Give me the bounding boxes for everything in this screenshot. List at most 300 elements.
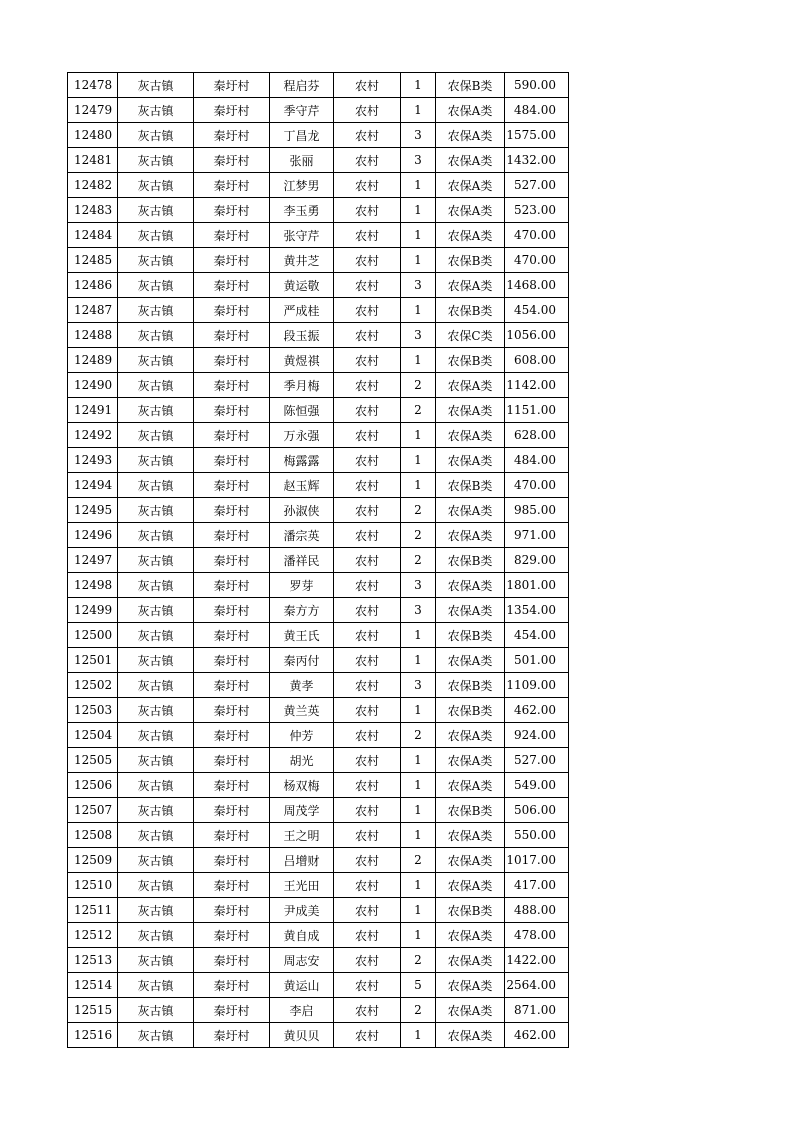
insurance-category-cell: 农保A类 (436, 648, 505, 673)
insurance-category-cell: 农保B类 (436, 298, 505, 323)
insurance-category-cell: 农保A类 (436, 448, 505, 473)
insurance-category-cell: 农保B类 (436, 248, 505, 273)
people-count-cell: 1 (401, 823, 436, 848)
area-type-cell: 农村 (334, 573, 401, 598)
town-cell: 灰古镇 (118, 523, 194, 548)
record-id-cell: 12484 (68, 223, 118, 248)
name-cell: 黄兰英 (270, 698, 334, 723)
area-type-cell: 农村 (334, 448, 401, 473)
record-id-cell: 12480 (68, 123, 118, 148)
town-cell: 灰古镇 (118, 698, 194, 723)
table-row (68, 498, 569, 523)
insurance-category-cell: 农保A类 (436, 998, 505, 1023)
amount-cell: 462.00 (505, 1023, 569, 1048)
town-cell: 灰古镇 (118, 773, 194, 798)
insurance-category-cell: 农保B类 (436, 623, 505, 648)
amount-cell: 1432.00 (505, 148, 569, 173)
insurance-category-cell: 农保A类 (436, 198, 505, 223)
amount-cell: 628.00 (505, 423, 569, 448)
name-cell: 严成桂 (270, 298, 334, 323)
area-type-cell: 农村 (334, 223, 401, 248)
table-row (68, 698, 569, 723)
table-row (68, 573, 569, 598)
insurance-category-cell: 农保A类 (436, 98, 505, 123)
name-cell: 孙淑侠 (270, 498, 334, 523)
area-type-cell: 农村 (334, 898, 401, 923)
insurance-category-cell: 农保B类 (436, 548, 505, 573)
amount-cell: 1109.00 (505, 673, 569, 698)
people-count-cell: 2 (401, 948, 436, 973)
table-row (68, 123, 569, 148)
town-cell: 灰古镇 (118, 873, 194, 898)
town-cell: 灰古镇 (118, 948, 194, 973)
amount-cell: 924.00 (505, 723, 569, 748)
area-type-cell: 农村 (334, 748, 401, 773)
table-row (68, 748, 569, 773)
amount-cell: 484.00 (505, 98, 569, 123)
table-row (68, 298, 569, 323)
town-cell: 灰古镇 (118, 548, 194, 573)
table-row (68, 548, 569, 573)
table-row (68, 473, 569, 498)
table-row (68, 673, 569, 698)
people-count-cell: 3 (401, 598, 436, 623)
amount-cell: 1575.00 (505, 123, 569, 148)
table-row (68, 523, 569, 548)
record-id-cell: 12512 (68, 923, 118, 948)
village-cell: 秦圩村 (194, 1023, 270, 1048)
town-cell: 灰古镇 (118, 348, 194, 373)
people-count-cell: 3 (401, 123, 436, 148)
village-cell: 秦圩村 (194, 723, 270, 748)
village-cell: 秦圩村 (194, 198, 270, 223)
town-cell: 灰古镇 (118, 673, 194, 698)
town-cell: 灰古镇 (118, 173, 194, 198)
name-cell: 江梦男 (270, 173, 334, 198)
people-count-cell: 1 (401, 348, 436, 373)
name-cell: 周志安 (270, 948, 334, 973)
name-cell: 张守芹 (270, 223, 334, 248)
amount-cell: 829.00 (505, 548, 569, 573)
amount-cell: 1422.00 (505, 948, 569, 973)
name-cell: 张丽 (270, 148, 334, 173)
village-cell: 秦圩村 (194, 473, 270, 498)
insurance-category-cell: 农保A类 (436, 748, 505, 773)
area-type-cell: 农村 (334, 1023, 401, 1048)
name-cell: 仲芳 (270, 723, 334, 748)
town-cell: 灰古镇 (118, 223, 194, 248)
town-cell: 灰古镇 (118, 398, 194, 423)
town-cell: 灰古镇 (118, 723, 194, 748)
amount-cell: 417.00 (505, 873, 569, 898)
town-cell: 灰古镇 (118, 823, 194, 848)
village-cell: 秦圩村 (194, 423, 270, 448)
village-cell: 秦圩村 (194, 573, 270, 598)
village-cell: 秦圩村 (194, 623, 270, 648)
village-cell: 秦圩村 (194, 948, 270, 973)
amount-cell: 506.00 (505, 798, 569, 823)
table-row (68, 923, 569, 948)
name-cell: 黄贝贝 (270, 1023, 334, 1048)
people-count-cell: 1 (401, 648, 436, 673)
town-cell: 灰古镇 (118, 198, 194, 223)
area-type-cell: 农村 (334, 973, 401, 998)
area-type-cell: 农村 (334, 623, 401, 648)
amount-cell: 871.00 (505, 998, 569, 1023)
people-count-cell: 1 (401, 198, 436, 223)
table-row (68, 73, 569, 98)
town-cell: 灰古镇 (118, 273, 194, 298)
area-type-cell: 农村 (334, 498, 401, 523)
area-type-cell: 农村 (334, 698, 401, 723)
amount-cell: 590.00 (505, 73, 569, 98)
insurance-category-cell: 农保A类 (436, 773, 505, 798)
area-type-cell: 农村 (334, 523, 401, 548)
people-count-cell: 1 (401, 923, 436, 948)
town-cell: 灰古镇 (118, 648, 194, 673)
table-row (68, 873, 569, 898)
record-id-cell: 12504 (68, 723, 118, 748)
amount-cell: 462.00 (505, 698, 569, 723)
village-cell: 秦圩村 (194, 748, 270, 773)
amount-cell: 550.00 (505, 823, 569, 848)
table-row (68, 623, 569, 648)
amount-cell: 1801.00 (505, 573, 569, 598)
table-row (68, 198, 569, 223)
people-count-cell: 3 (401, 273, 436, 298)
village-cell: 秦圩村 (194, 673, 270, 698)
amount-cell: 549.00 (505, 773, 569, 798)
area-type-cell: 农村 (334, 398, 401, 423)
record-id-cell: 12490 (68, 373, 118, 398)
insurance-category-cell: 农保A类 (436, 848, 505, 873)
insurance-category-cell: 农保B类 (436, 698, 505, 723)
insurance-category-cell: 农保C类 (436, 323, 505, 348)
town-cell: 灰古镇 (118, 923, 194, 948)
record-id-cell: 12516 (68, 1023, 118, 1048)
insurance-category-cell: 农保A类 (436, 948, 505, 973)
table-row (68, 948, 569, 973)
people-count-cell: 1 (401, 698, 436, 723)
data-table (67, 72, 569, 1048)
name-cell: 黄王氏 (270, 623, 334, 648)
area-type-cell: 农村 (334, 248, 401, 273)
record-id-cell: 12497 (68, 548, 118, 573)
table-row (68, 373, 569, 398)
insurance-category-cell: 农保A类 (436, 223, 505, 248)
people-count-cell: 3 (401, 573, 436, 598)
record-id-cell: 12514 (68, 973, 118, 998)
table-row (68, 223, 569, 248)
people-count-cell: 1 (401, 1023, 436, 1048)
table-row (68, 823, 569, 848)
table-body (68, 73, 569, 1048)
insurance-category-cell: 农保A类 (436, 923, 505, 948)
town-cell: 灰古镇 (118, 598, 194, 623)
people-count-cell: 1 (401, 748, 436, 773)
table-row (68, 598, 569, 623)
town-cell: 灰古镇 (118, 898, 194, 923)
amount-cell: 985.00 (505, 498, 569, 523)
people-count-cell: 1 (401, 873, 436, 898)
town-cell: 灰古镇 (118, 148, 194, 173)
area-type-cell: 农村 (334, 373, 401, 398)
people-count-cell: 1 (401, 473, 436, 498)
town-cell: 灰古镇 (118, 448, 194, 473)
village-cell: 秦圩村 (194, 223, 270, 248)
town-cell: 灰古镇 (118, 473, 194, 498)
record-id-cell: 12491 (68, 398, 118, 423)
table-row (68, 973, 569, 998)
table-row (68, 648, 569, 673)
people-count-cell: 2 (401, 548, 436, 573)
town-cell: 灰古镇 (118, 748, 194, 773)
area-type-cell: 农村 (334, 273, 401, 298)
amount-cell: 470.00 (505, 248, 569, 273)
table-row (68, 773, 569, 798)
table-row (68, 848, 569, 873)
town-cell: 灰古镇 (118, 848, 194, 873)
table-row (68, 898, 569, 923)
town-cell: 灰古镇 (118, 248, 194, 273)
name-cell: 尹成美 (270, 898, 334, 923)
name-cell: 赵玉辉 (270, 473, 334, 498)
area-type-cell: 农村 (334, 148, 401, 173)
record-id-cell: 12489 (68, 348, 118, 373)
table-row (68, 448, 569, 473)
table-row (68, 148, 569, 173)
village-cell: 秦圩村 (194, 998, 270, 1023)
village-cell: 秦圩村 (194, 598, 270, 623)
town-cell: 灰古镇 (118, 498, 194, 523)
name-cell: 李玉勇 (270, 198, 334, 223)
people-count-cell: 1 (401, 298, 436, 323)
record-id-cell: 12479 (68, 98, 118, 123)
table-row (68, 398, 569, 423)
people-count-cell: 1 (401, 248, 436, 273)
record-id-cell: 12493 (68, 448, 118, 473)
name-cell: 季守芹 (270, 98, 334, 123)
table-row (68, 323, 569, 348)
area-type-cell: 农村 (334, 473, 401, 498)
record-id-cell: 12502 (68, 673, 118, 698)
name-cell: 段玉振 (270, 323, 334, 348)
people-count-cell: 1 (401, 773, 436, 798)
people-count-cell: 1 (401, 798, 436, 823)
amount-cell: 1017.00 (505, 848, 569, 873)
village-cell: 秦圩村 (194, 773, 270, 798)
amount-cell: 971.00 (505, 523, 569, 548)
village-cell: 秦圩村 (194, 873, 270, 898)
people-count-cell: 5 (401, 973, 436, 998)
table-row (68, 98, 569, 123)
people-count-cell: 1 (401, 173, 436, 198)
record-id-cell: 12478 (68, 73, 118, 98)
area-type-cell: 农村 (334, 848, 401, 873)
insurance-category-cell: 农保A类 (436, 273, 505, 298)
insurance-category-cell: 农保A类 (436, 573, 505, 598)
insurance-category-cell: 农保A类 (436, 373, 505, 398)
record-id-cell: 12510 (68, 873, 118, 898)
amount-cell: 1142.00 (505, 373, 569, 398)
record-id-cell: 12494 (68, 473, 118, 498)
area-type-cell: 农村 (334, 73, 401, 98)
record-id-cell: 12482 (68, 173, 118, 198)
people-count-cell: 1 (401, 623, 436, 648)
town-cell: 灰古镇 (118, 798, 194, 823)
town-cell: 灰古镇 (118, 98, 194, 123)
name-cell: 黄孝 (270, 673, 334, 698)
town-cell: 灰古镇 (118, 373, 194, 398)
record-id-cell: 12500 (68, 623, 118, 648)
insurance-category-cell: 农保B类 (436, 798, 505, 823)
area-type-cell: 农村 (334, 98, 401, 123)
amount-cell: 454.00 (505, 623, 569, 648)
area-type-cell: 农村 (334, 323, 401, 348)
insurance-category-cell: 农保A类 (436, 598, 505, 623)
area-type-cell: 农村 (334, 598, 401, 623)
village-cell: 秦圩村 (194, 348, 270, 373)
village-cell: 秦圩村 (194, 823, 270, 848)
table-row (68, 723, 569, 748)
name-cell: 王之明 (270, 823, 334, 848)
people-count-cell: 2 (401, 398, 436, 423)
village-cell: 秦圩村 (194, 123, 270, 148)
town-cell: 灰古镇 (118, 573, 194, 598)
village-cell: 秦圩村 (194, 273, 270, 298)
insurance-category-cell: 农保A类 (436, 823, 505, 848)
name-cell: 黄自成 (270, 923, 334, 948)
name-cell: 陈恒强 (270, 398, 334, 423)
village-cell: 秦圩村 (194, 523, 270, 548)
insurance-category-cell: 农保A类 (436, 498, 505, 523)
name-cell: 罗芽 (270, 573, 334, 598)
people-count-cell: 2 (401, 848, 436, 873)
village-cell: 秦圩村 (194, 298, 270, 323)
table-row (68, 998, 569, 1023)
area-type-cell: 农村 (334, 173, 401, 198)
area-type-cell: 农村 (334, 948, 401, 973)
insurance-category-cell: 农保A类 (436, 723, 505, 748)
insurance-category-cell: 农保A类 (436, 973, 505, 998)
village-cell: 秦圩村 (194, 848, 270, 873)
record-id-cell: 12513 (68, 948, 118, 973)
village-cell: 秦圩村 (194, 373, 270, 398)
insurance-category-cell: 农保A类 (436, 523, 505, 548)
name-cell: 秦丙付 (270, 648, 334, 673)
village-cell: 秦圩村 (194, 323, 270, 348)
record-id-cell: 12488 (68, 323, 118, 348)
insurance-category-cell: 农保B类 (436, 73, 505, 98)
name-cell: 胡光 (270, 748, 334, 773)
name-cell: 程启芬 (270, 73, 334, 98)
insurance-category-cell: 农保B类 (436, 898, 505, 923)
village-cell: 秦圩村 (194, 898, 270, 923)
area-type-cell: 农村 (334, 423, 401, 448)
village-cell: 秦圩村 (194, 398, 270, 423)
name-cell: 潘宗英 (270, 523, 334, 548)
table-row (68, 248, 569, 273)
area-type-cell: 农村 (334, 923, 401, 948)
name-cell: 杨双梅 (270, 773, 334, 798)
insurance-category-cell: 农保A类 (436, 173, 505, 198)
village-cell: 秦圩村 (194, 173, 270, 198)
area-type-cell: 农村 (334, 123, 401, 148)
insurance-category-cell: 农保B类 (436, 473, 505, 498)
record-id-cell: 12499 (68, 598, 118, 623)
people-count-cell: 3 (401, 323, 436, 348)
amount-cell: 1056.00 (505, 323, 569, 348)
area-type-cell: 农村 (334, 773, 401, 798)
town-cell: 灰古镇 (118, 73, 194, 98)
record-id-cell: 12508 (68, 823, 118, 848)
name-cell: 季月梅 (270, 373, 334, 398)
name-cell: 黄运敬 (270, 273, 334, 298)
people-count-cell: 1 (401, 898, 436, 923)
record-id-cell: 12496 (68, 523, 118, 548)
record-id-cell: 12503 (68, 698, 118, 723)
amount-cell: 2564.00 (505, 973, 569, 998)
table-row (68, 273, 569, 298)
amount-cell: 470.00 (505, 223, 569, 248)
record-id-cell: 12483 (68, 198, 118, 223)
town-cell: 灰古镇 (118, 973, 194, 998)
table-row (68, 423, 569, 448)
people-count-cell: 1 (401, 448, 436, 473)
town-cell: 灰古镇 (118, 623, 194, 648)
name-cell: 梅露露 (270, 448, 334, 473)
people-count-cell: 2 (401, 723, 436, 748)
amount-cell: 478.00 (505, 923, 569, 948)
amount-cell: 470.00 (505, 473, 569, 498)
amount-cell: 608.00 (505, 348, 569, 373)
name-cell: 黄运山 (270, 973, 334, 998)
name-cell: 黄井芝 (270, 248, 334, 273)
village-cell: 秦圩村 (194, 98, 270, 123)
insurance-category-cell: 农保A类 (436, 148, 505, 173)
record-id-cell: 12481 (68, 148, 118, 173)
amount-cell: 501.00 (505, 648, 569, 673)
village-cell: 秦圩村 (194, 698, 270, 723)
insurance-category-cell: 农保A类 (436, 873, 505, 898)
record-id-cell: 12498 (68, 573, 118, 598)
table-row (68, 798, 569, 823)
village-cell: 秦圩村 (194, 548, 270, 573)
amount-cell: 1468.00 (505, 273, 569, 298)
amount-cell: 527.00 (505, 748, 569, 773)
village-cell: 秦圩村 (194, 248, 270, 273)
village-cell: 秦圩村 (194, 798, 270, 823)
table-row (68, 1023, 569, 1048)
record-id-cell: 12485 (68, 248, 118, 273)
record-id-cell: 12515 (68, 998, 118, 1023)
town-cell: 灰古镇 (118, 998, 194, 1023)
amount-cell: 488.00 (505, 898, 569, 923)
people-count-cell: 2 (401, 523, 436, 548)
area-type-cell: 农村 (334, 673, 401, 698)
record-id-cell: 12511 (68, 898, 118, 923)
name-cell: 周茂学 (270, 798, 334, 823)
people-count-cell: 2 (401, 373, 436, 398)
people-count-cell: 1 (401, 223, 436, 248)
area-type-cell: 农村 (334, 198, 401, 223)
record-id-cell: 12505 (68, 748, 118, 773)
table-row (68, 348, 569, 373)
area-type-cell: 农村 (334, 798, 401, 823)
area-type-cell: 农村 (334, 548, 401, 573)
name-cell: 王光田 (270, 873, 334, 898)
village-cell: 秦圩村 (194, 973, 270, 998)
